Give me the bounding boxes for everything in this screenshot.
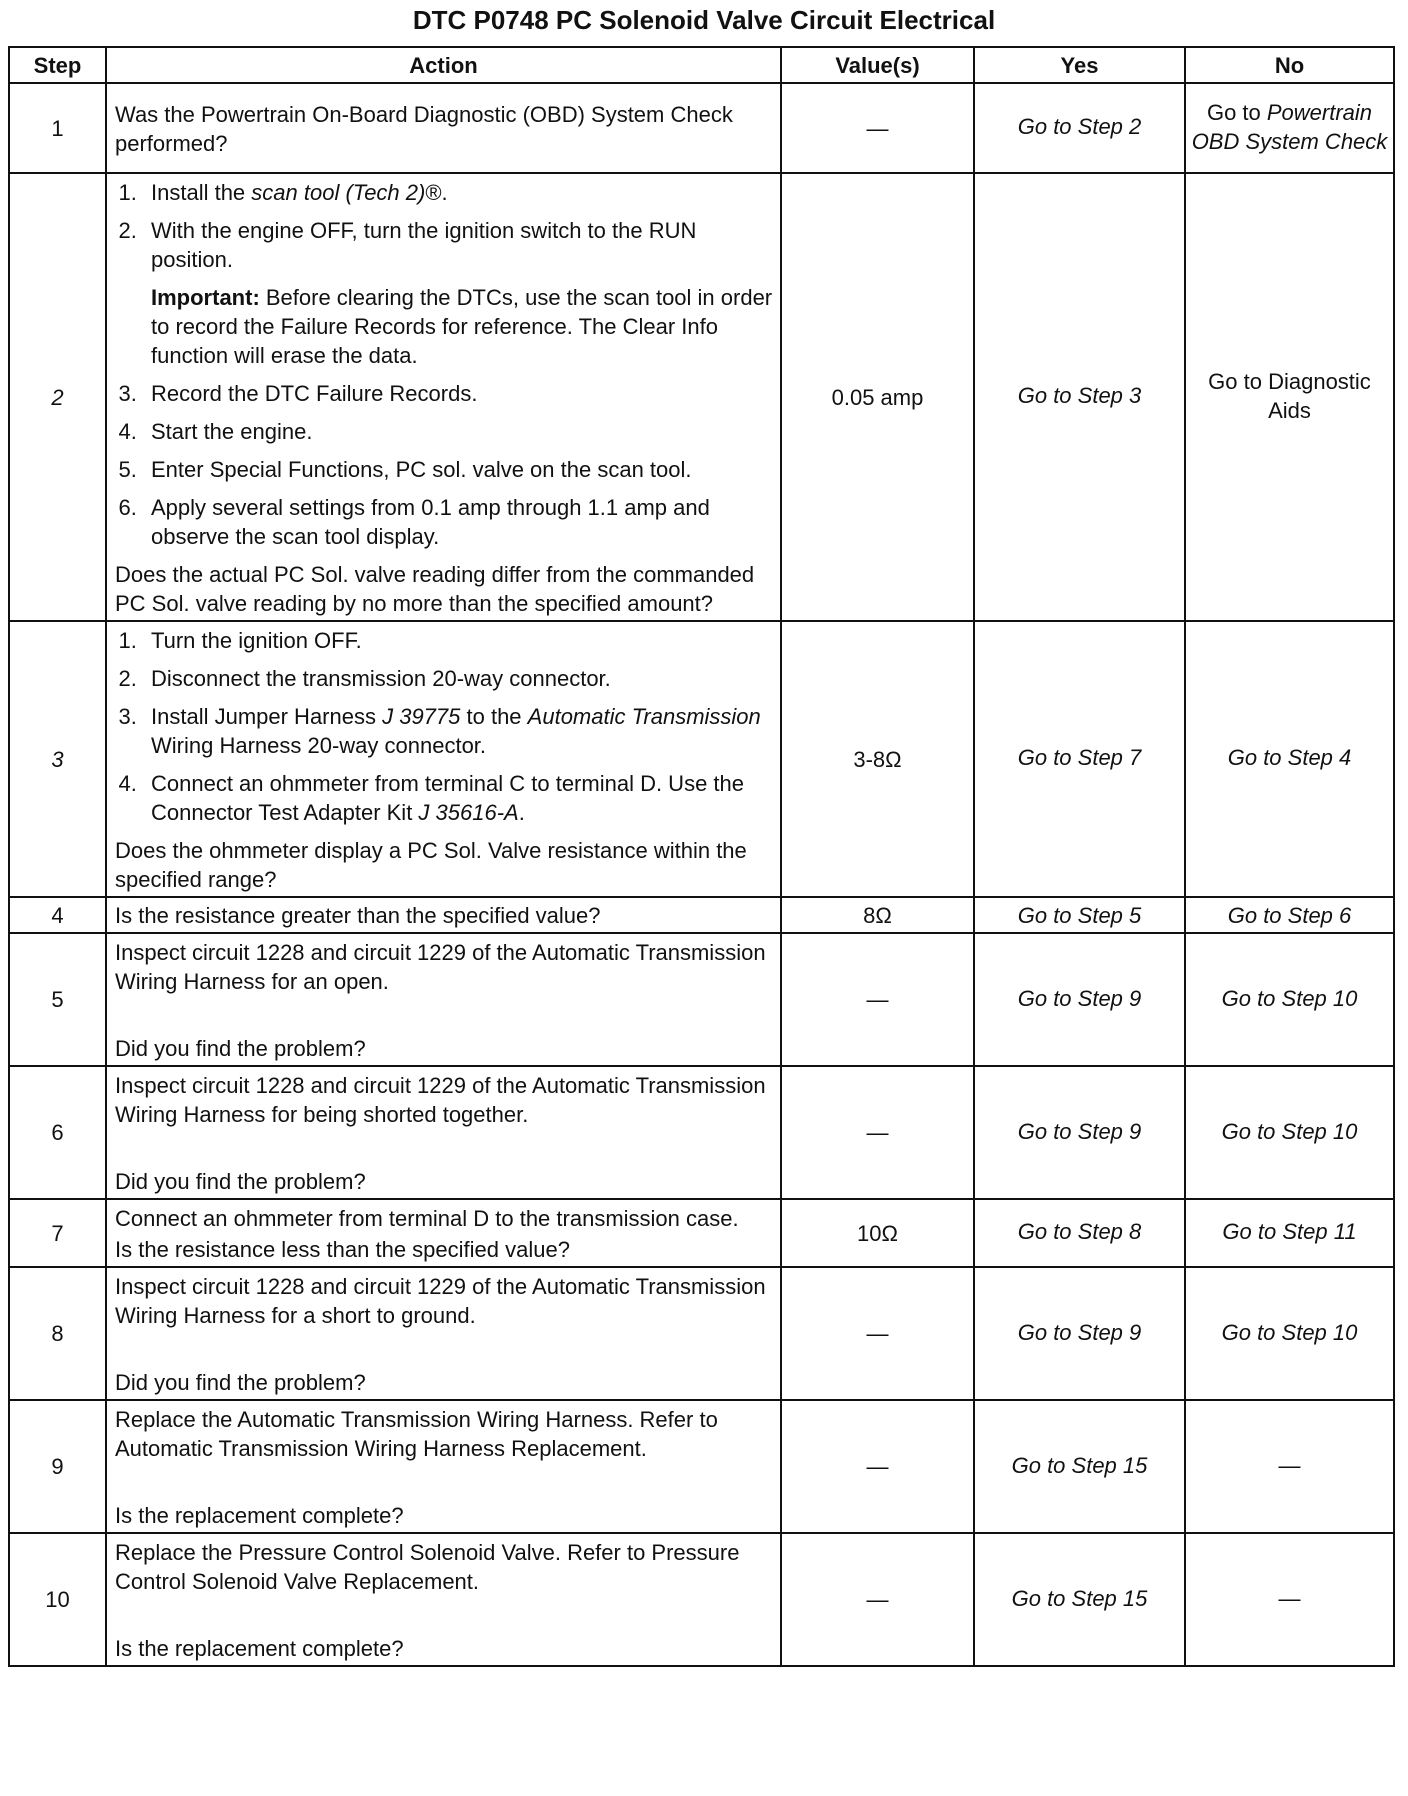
step-number: 8 <box>9 1267 106 1400</box>
procedure-item: 3. Record the DTC Failure Records. <box>143 379 774 408</box>
header-action: Action <box>106 47 781 83</box>
important-note <box>115 283 774 370</box>
procedure-item: 1. Install the scan tool (Tech 2)®. <box>143 178 774 207</box>
value-cell: 3-8Ω <box>781 621 974 897</box>
no-cell: — <box>1185 1400 1394 1533</box>
table-row-step-8 <box>9 1267 1394 1400</box>
no-cell <box>1185 83 1394 173</box>
action-question: Does the ohmmeter display a PC Sol. Valve resistance within the specified range? <box>115 838 747 892</box>
procedure-list <box>115 178 774 274</box>
yes-cell: Go to Step 15 <box>974 1533 1185 1666</box>
yes-cell: Go to Step 3 <box>974 173 1185 621</box>
yes-cell: Go to Step 7 <box>974 621 1185 897</box>
action-cell <box>106 83 781 173</box>
header-row <box>9 47 1394 83</box>
value-cell: 0.05 amp <box>781 173 974 621</box>
no-cell: Go to Step 11 <box>1185 1199 1394 1267</box>
header-step: Step <box>9 47 106 83</box>
step-number: 1 <box>9 83 106 173</box>
step-number: 5 <box>9 933 106 1066</box>
value-cell: — <box>781 1533 974 1666</box>
table-row-step-6 <box>9 1066 1394 1199</box>
value-cell: 8Ω <box>781 897 974 933</box>
action-question: Is the replacement complete? <box>115 1503 404 1528</box>
table-row-step-5 <box>9 933 1394 1066</box>
page-title: DTC P0748 PC Solenoid Valve Circuit Electrical <box>412 5 996 35</box>
procedure-item: 3. Install Jumper Harness J 39775 to the Automatic Transmission Wiring Harness 20-way connector. <box>143 702 774 760</box>
tool-number: J 39775 <box>382 704 461 729</box>
header-no: No <box>1185 47 1394 83</box>
table-row-step-4 <box>9 897 1394 933</box>
step-number: 7 <box>9 1199 106 1267</box>
important-label: Important: <box>151 285 260 310</box>
yes-cell: Go to Step 8 <box>974 1199 1185 1267</box>
table-row-step-7 <box>9 1199 1394 1267</box>
no-cell: Go to Step 10 <box>1185 1066 1394 1199</box>
action-cell <box>106 621 781 897</box>
table-row-step-1 <box>9 83 1394 173</box>
no-cell: Go to Step 6 <box>1185 897 1394 933</box>
step-number: 10 <box>9 1533 106 1666</box>
no-cell: Go to Step 10 <box>1185 933 1394 1066</box>
yes-cell: Go to Step 9 <box>974 933 1185 1066</box>
action-cell <box>106 933 781 1066</box>
procedure-item: 4. Start the engine. <box>143 417 774 446</box>
value-cell: 10Ω <box>781 1199 974 1267</box>
table-row-step-9 <box>9 1400 1394 1533</box>
no-cell: Go to Step 4 <box>1185 621 1394 897</box>
value-cell: — <box>781 1267 974 1400</box>
yes-cell: Go to Step 15 <box>974 1400 1185 1533</box>
step-number: 9 <box>9 1400 106 1533</box>
no-prefix: Go to <box>1206 99 1267 125</box>
yes-cell: Go to Step 5 <box>974 897 1185 933</box>
action-cell <box>106 1267 781 1400</box>
value-cell: — <box>781 1400 974 1533</box>
step-number: 3 <box>9 621 106 897</box>
table-row-step-2 <box>9 173 1394 621</box>
procedure-item: 2. Disconnect the transmission 20-way connector. <box>143 664 774 693</box>
action-text: Replace the Automatic Transmission Wiring Harness. Refer to Automatic Transmission Wiring Harness Replacement. <box>115 1407 718 1461</box>
procedure-list <box>115 626 774 827</box>
procedure-item: 1. Turn the ignition OFF. <box>143 626 774 655</box>
header-values: Value(s) <box>781 47 974 83</box>
step-number: 6 <box>9 1066 106 1199</box>
procedure-item: 5. Enter Special Functions, PC sol. valve on the scan tool. <box>143 455 774 484</box>
table-row-step-10 <box>9 1533 1394 1666</box>
action-cell <box>106 173 781 621</box>
action-text: Inspect circuit 1228 and circuit 1229 of the Automatic Transmission Wiring Harness for a short to ground. <box>115 1274 766 1328</box>
action-text: Was the Powertrain On-Board Diagnostic (OBD) System Check performed? <box>115 102 733 156</box>
table-row-step-3 <box>9 621 1394 897</box>
step-number: 4 <box>9 897 106 933</box>
action-text: Replace the Pressure Control Solenoid Valve. Refer to Pressure Control Solenoid Valve Replacement. <box>115 1540 740 1594</box>
no-cell: Go to Diagnostic Aids <box>1185 173 1394 621</box>
yes-cell: Go to Step 9 <box>974 1066 1185 1199</box>
diagnostic-table <box>8 46 1395 1667</box>
value-cell: — <box>781 933 974 1066</box>
action-text: Is the resistance greater than the specified value? <box>115 902 601 928</box>
yes-cell: Go to Step 2 <box>974 83 1185 173</box>
action-question: Did you find the problem? <box>115 1169 366 1194</box>
action-question: Does the actual PC Sol. valve reading differ from the commanded PC Sol. valve reading by no more than the specified amount? <box>115 562 755 616</box>
action-cell <box>106 1199 781 1267</box>
yes-cell: Go to Step 9 <box>974 1267 1185 1400</box>
action-question: Did you find the problem? <box>115 1036 366 1061</box>
action-text: Inspect circuit 1228 and circuit 1229 of the Automatic Transmission Wiring Harness for an open. <box>115 940 766 994</box>
tool-number: J 35616-A <box>418 800 519 825</box>
value-cell: — <box>781 83 974 173</box>
procedure-item: 2. With the engine OFF, turn the ignition switch to the RUN position. <box>143 216 774 274</box>
action-question: Is the resistance less than the specified value? <box>115 1237 570 1262</box>
action-cell <box>106 897 781 933</box>
important-text: Before clearing the DTCs, use the scan tool in order to record the Failure Records for reference. The Clear Info function will erase the data. <box>151 285 773 368</box>
procedure-item: 4. Connect an ohmmeter from terminal C to terminal D. Use the Connector Test Adapter Kit J 35616-A. <box>143 769 774 827</box>
action-cell <box>106 1400 781 1533</box>
action-question: Is the replacement complete? <box>115 1636 404 1661</box>
action-cell <box>106 1066 781 1199</box>
header-yes: Yes <box>974 47 1185 83</box>
action-question: Did you find the problem? <box>115 1370 366 1395</box>
action-cell <box>106 1533 781 1666</box>
value-cell: — <box>781 1066 974 1199</box>
action-text: Connect an ohmmeter from terminal D to the transmission case. <box>115 1206 739 1231</box>
action-text: Inspect circuit 1228 and circuit 1229 of the Automatic Transmission Wiring Harness for being shorted together. <box>115 1073 766 1127</box>
no-link-text: Powertrain OBD System Check <box>1191 99 1388 154</box>
step-number: 2 <box>9 173 106 621</box>
procedure-item: 6. Apply several settings from 0.1 amp through 1.1 amp and observe the scan tool display. <box>143 493 774 551</box>
no-cell: Go to Step 10 <box>1185 1267 1394 1400</box>
procedure-list <box>115 379 774 551</box>
tool-name: scan tool (Tech 2) <box>251 180 426 205</box>
no-cell: — <box>1185 1533 1394 1666</box>
